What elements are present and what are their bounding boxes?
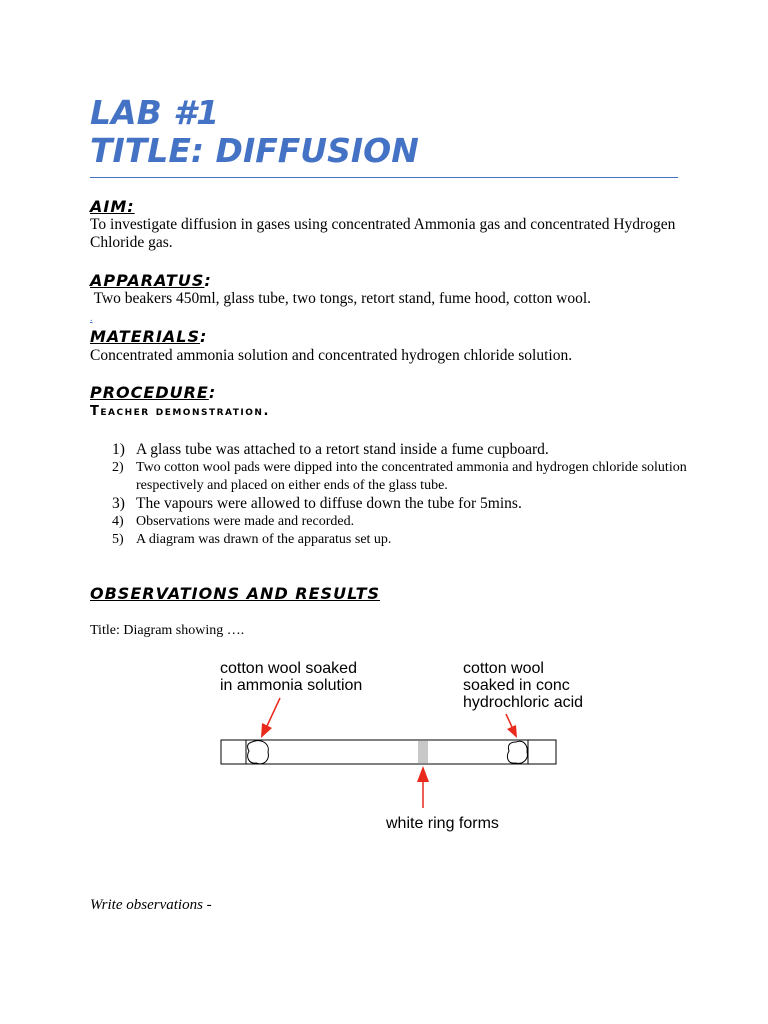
list-item	[90, 441, 690, 459]
list-item	[90, 459, 690, 495]
step-text: A glass tube was attached to a retort stand inside a fume cupboard.	[136, 441, 549, 458]
white-ring	[418, 741, 428, 763]
procedure-steps	[90, 441, 690, 549]
step-text: The vapours were allowed to diffuse down the tube for 5mins.	[136, 495, 522, 512]
label-hcl-line3: hydrochloric acid	[463, 694, 584, 711]
aim-text: To investigate diffusion in gases using concentrated Ammonia gas and concentrated Hydrogen Chloride gas.	[90, 216, 676, 251]
glass-tube	[221, 740, 556, 764]
apparatus-heading-colon: :	[204, 271, 212, 290]
step-number: 3)	[112, 495, 125, 512]
materials-heading-text: MATERIALS	[90, 327, 200, 346]
aim-heading-text: AIM:	[90, 197, 135, 216]
step-number: 5)	[112, 532, 124, 547]
step-text: Two cotton wool pads were dipped into the concentrated ammonia and hydrogen chloride solution respectively and placed on either ends of the glass tube.	[136, 460, 687, 493]
label-hcl-line1: cotton wool	[463, 660, 544, 677]
list-item	[90, 495, 690, 513]
arrow-to-white-ring	[417, 766, 429, 808]
step-number: 2)	[112, 460, 124, 475]
procedure-heading-colon: :	[208, 383, 217, 402]
aim-heading	[90, 197, 135, 217]
step-text: Observations were made and recorded.	[136, 514, 355, 529]
materials-heading-colon: :	[200, 327, 208, 346]
apparatus-text: Two beakers 450ml, glass tube, two tongs, retort stand, fume hood, cotton wool.	[90, 290, 592, 307]
observations-heading-text: OBSERVATIONS AND RESULTS	[90, 584, 381, 603]
list-item	[90, 513, 690, 531]
apparatus-mark: .	[90, 313, 93, 324]
diffusion-diagram	[210, 652, 600, 837]
lab-number-title: LAB #1	[90, 93, 220, 132]
apparatus-heading	[90, 271, 212, 291]
label-ammonia-line1: cotton wool soaked	[220, 660, 357, 677]
materials-heading	[90, 327, 207, 347]
arrow-to-right-cotton	[506, 714, 517, 738]
procedure-heading-text: PROCEDURE	[90, 383, 209, 402]
diagram-title: Title: Diagram showing ….	[90, 623, 245, 638]
procedure-heading	[90, 383, 216, 403]
step-text: A diagram was drawn of the apparatus set up.	[136, 532, 392, 547]
step-number: 1)	[112, 441, 125, 458]
observations-heading	[90, 584, 380, 604]
write-observations-note: Write observations -	[90, 897, 212, 913]
cotton-wool-right	[507, 741, 527, 763]
label-hcl-line2: soaked in conc	[463, 677, 570, 694]
step-number: 4)	[112, 514, 124, 529]
title-rule	[90, 177, 678, 178]
cotton-wool-left	[248, 741, 269, 764]
procedure-subheading: Teacher demonstration.	[90, 404, 270, 419]
arrow-to-left-cotton	[261, 698, 280, 738]
label-ammonia-line2: in ammonia solution	[220, 677, 363, 694]
list-item	[90, 531, 690, 549]
apparatus-heading-text: APPARATUS	[90, 271, 205, 290]
materials-text: Concentrated ammonia solution and concentrated hydrogen chloride solution.	[90, 347, 573, 364]
lab-title: TITLE: DIFFUSION	[90, 131, 419, 170]
label-white-ring: white ring forms	[386, 815, 499, 832]
